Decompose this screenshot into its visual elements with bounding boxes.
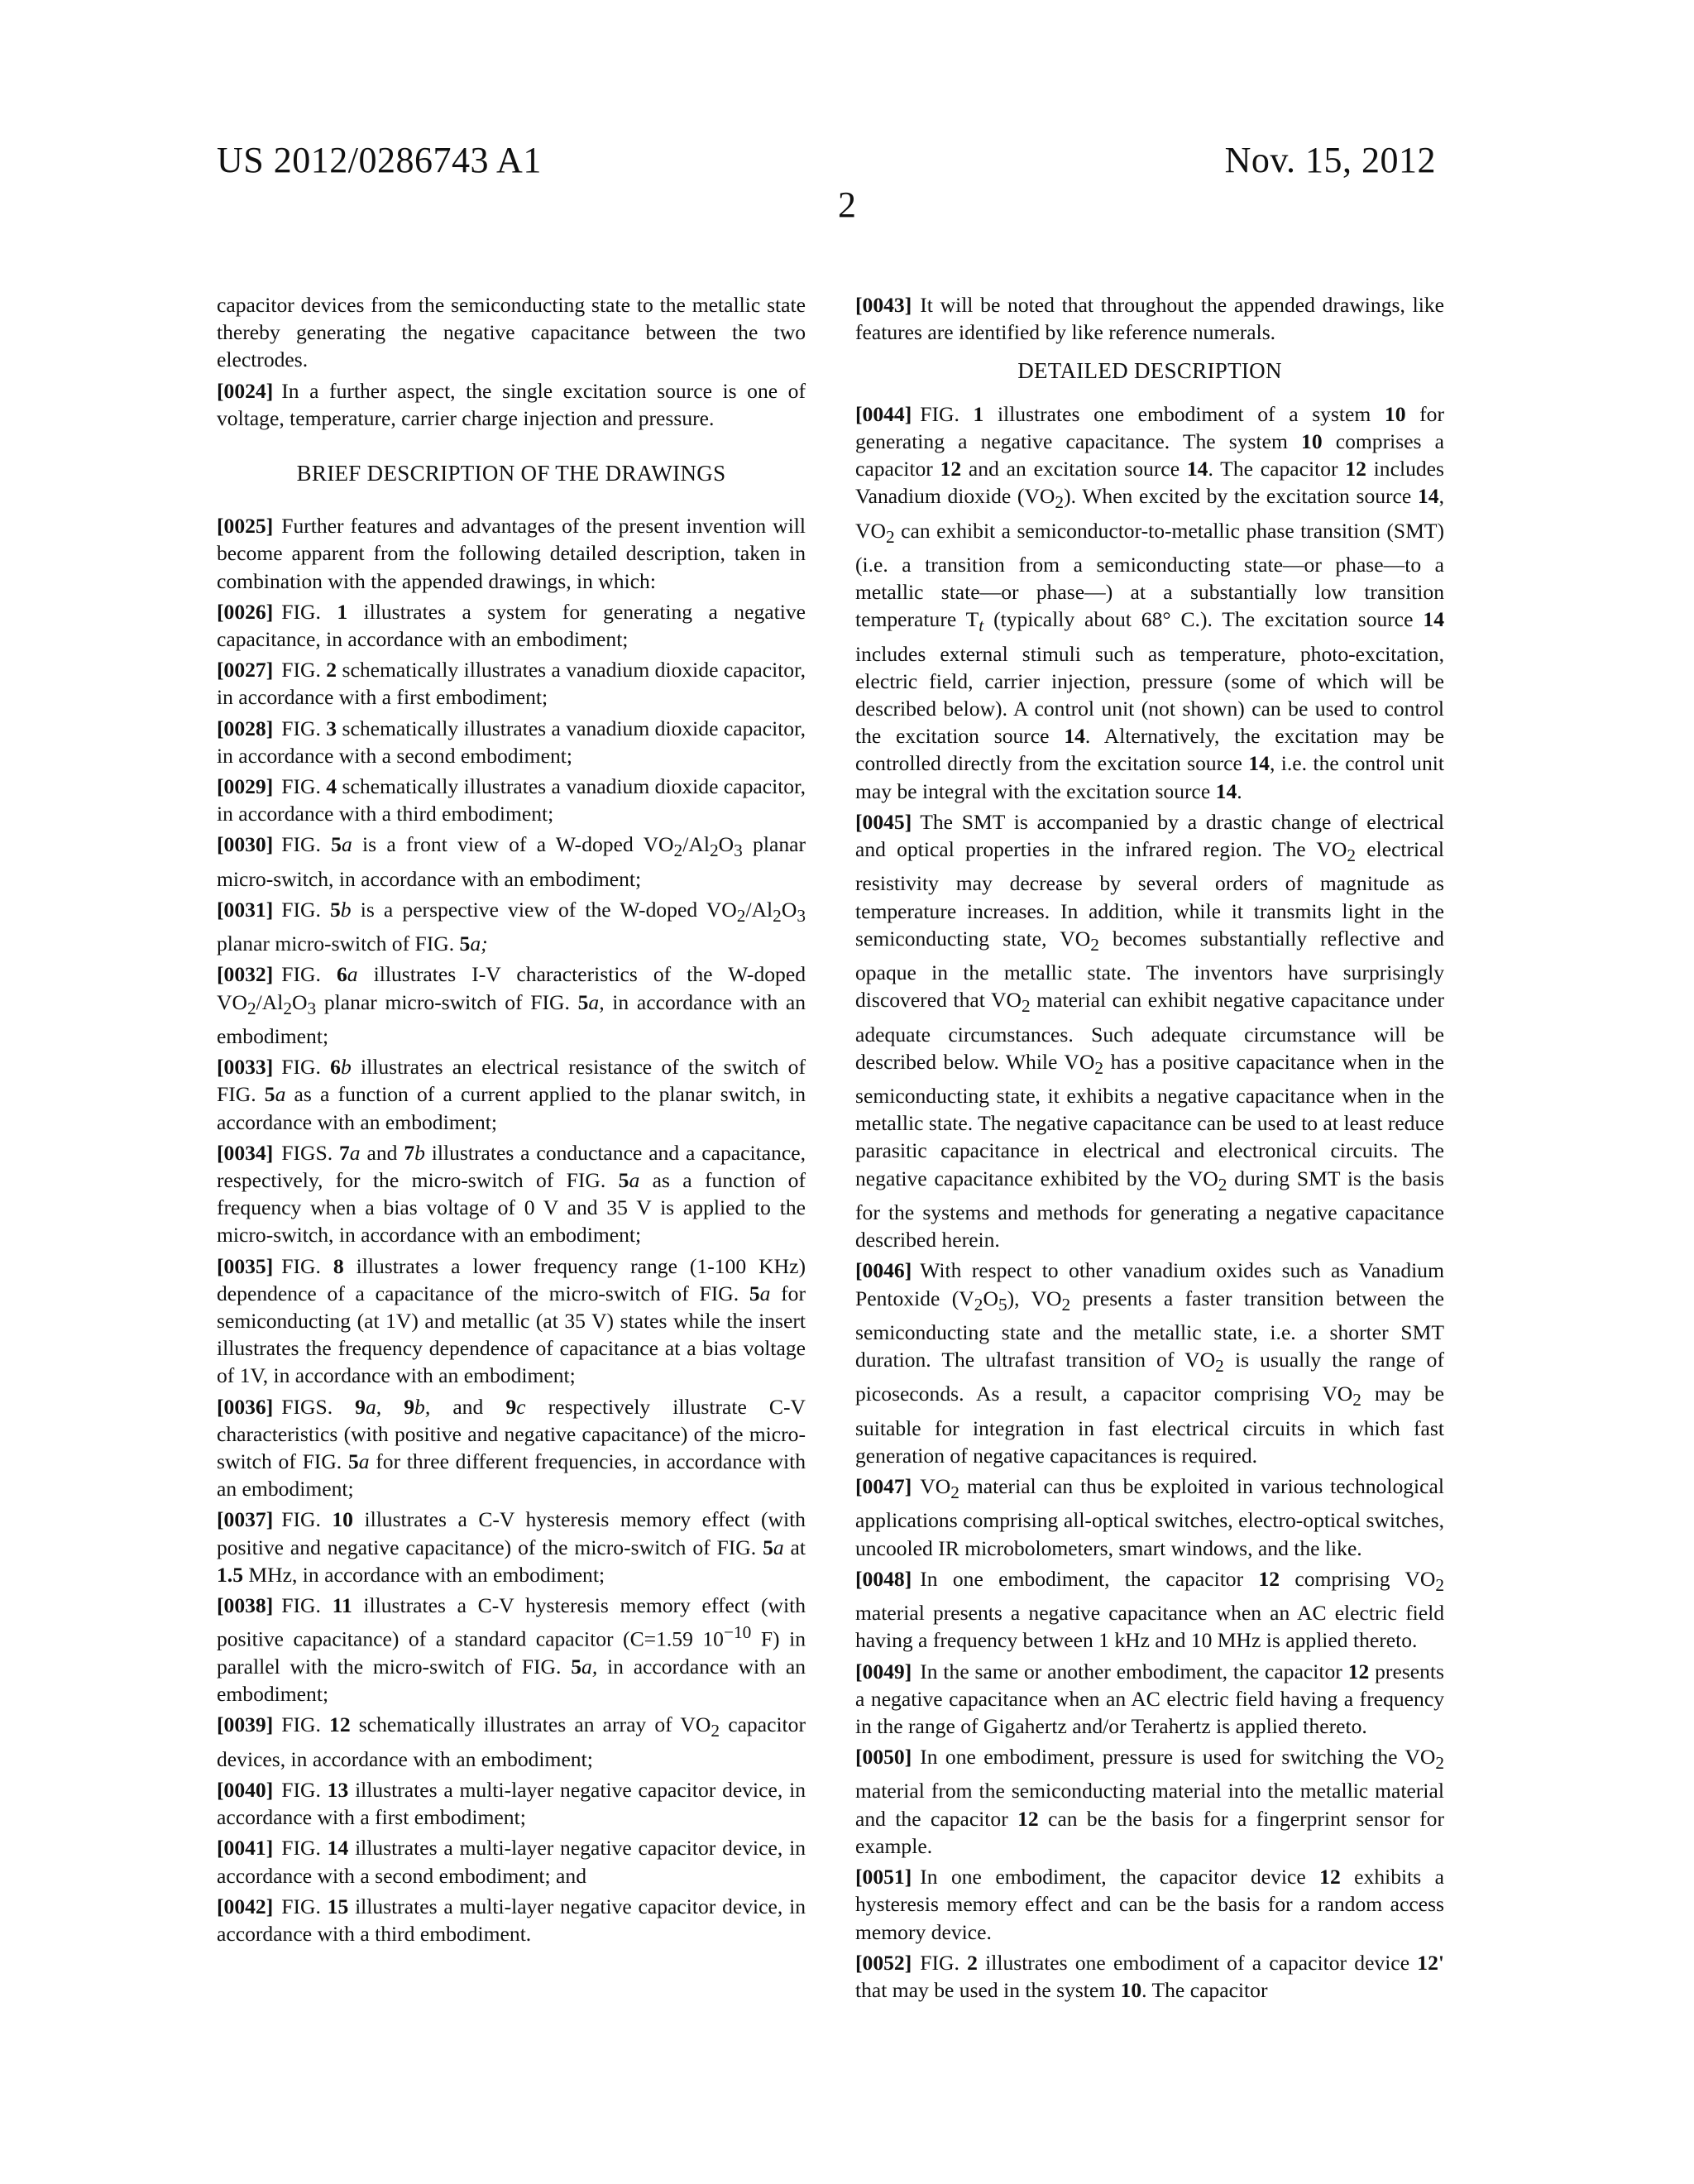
paragraph-0041: [0041] FIG. 14 illustrates a multi-layer negative capacitor device, in accordance with a second embodiment; and bbox=[217, 1836, 806, 1888]
section-heading-drawings: BRIEF DESCRIPTION OF THE DRAWINGS bbox=[296, 461, 726, 486]
paragraph-0038: [0038] FIG. 11 illustrates a C-V hysteresis memory effect (with positive capacitance) of a standard capacitor (C=1.59 $10^{-10}$ F) in parallel with the micro-switch of FIG. 5a, in accordance with an embodiment; bbox=[217, 1593, 806, 1707]
paragraph-0039: [0039] FIG. 12 schematically illustrates an array of $VO_2$ capacitor devices, in accordance with an embodiment; bbox=[217, 1712, 806, 1771]
section-heading-detailed: DETAILED DESCRIPTION bbox=[1017, 358, 1282, 384]
paragraph-0025: [0025] Further features and advantages of the present invention will become apparent from the following detailed description, taken in combination with the appended drawings, in which: bbox=[217, 514, 806, 593]
paragraph-continued: capacitor devices from the semiconducting state to the metallic state thereby generating the negative capacitance between the two electrodes. bbox=[217, 293, 806, 372]
paragraph-0050: [0050] In one embodiment, pressure is used for switching the $VO_2$ material from the semiconducting material into the metallic material and the capacitor 12 can be the basis for a fingerprint sensor for example. bbox=[855, 1745, 1444, 1858]
paragraph-0024: [0024] In a further aspect, the single excitation source is one of voltage, temperature, carrier charge injection and pressure. bbox=[217, 378, 806, 430]
paragraph-0051: [0051] In one embodiment, the capacitor device 12 exhibits a hysteresis memory effect and can be the basis for a random access memory device. bbox=[855, 1865, 1444, 1944]
paragraph-0046: [0046] With respect to other vanadium oxides such as Vanadium Pentoxide $(V_2O_5)$, $VO_2$ presents a faster transition between the semiconducting state and the metallic state, i.e. a shorter SMT duration. The ultrafast transition of $VO_2$ is usually the range of picoseconds. As a result, a capacitor comprising $VO_2$ may be suitable for integration in fast electrical circuits in which fast generation of negative capacitances is required. bbox=[855, 1258, 1444, 1468]
publication-number: US 2012/0286743 A1 bbox=[217, 140, 542, 180]
paragraph-0042: [0042] FIG. 15 illustrates a multi-layer negative capacitor device, in accordance with a third embodiment. bbox=[217, 1894, 806, 1946]
paragraph-0037: [0037] FIG. 10 illustrates a C-V hysteresis memory effect (with positive and negative capacitance) of the micro-switch of FIG. 5a at 1.5 MHz, in accordance with an embodiment; bbox=[217, 1507, 806, 1587]
left-column bbox=[217, 291, 806, 1951]
paragraph-0034: [0034] FIGS. 7a and 7b illustrates a conductance and a capacitance, respectively, for the micro-switch of FIG. 5a as a function of frequency when a bias voltage of 0 V and 35 V is applied to the micro-switch, in accordance with an embodiment; bbox=[217, 1140, 806, 1248]
page-number: 2 bbox=[838, 184, 856, 225]
paragraph-0030: [0030] FIG. 5a is a front view of a W-doped $VO_2/Al_2O_3$ planar micro-switch, in accordance with an embodiment; bbox=[217, 832, 806, 891]
paragraph-0029: [0029] FIG. 4 schematically illustrates a vanadium dioxide capacitor, in accordance with a third embodiment; bbox=[217, 774, 806, 826]
paragraph-0027: [0027] FIG. 2 schematically illustrates a vanadium dioxide capacitor, in accordance with a first embodiment; bbox=[217, 658, 806, 710]
paragraph-0035: [0035] FIG. 8 illustrates a lower frequency range (1-100 KHz) dependence of a capacitance of the micro-switch of FIG. 5a for semiconducting (at 1V) and metallic (at 35 V) states while the insert illustrates the frequency dependence of capacitance at a bias voltage of 1V, in accordance with an embodiment; bbox=[217, 1253, 806, 1388]
paragraph-0052: [0052] FIG. 2 illustrates one embodiment of a capacitor device 12' that may be used in the system 10. The capacitor bbox=[855, 1950, 1444, 2002]
paragraph-0040: [0040] FIG. 13 illustrates a multi-layer negative capacitor device, in accordance with a first embodiment; bbox=[217, 1777, 806, 1830]
paragraph-0032: [0032] FIG. 6a illustrates I-V characteristics of the W-doped $VO_2/Al_2O_3$ planar micro-switch of FIG. 5a, in accordance with an embodiment; bbox=[217, 962, 806, 1048]
paragraph-0036: [0036] FIGS. 9a, 9b, and 9c respectively illustrate C-V characteristics (with positive and negative capacitance) of the micro-switch of FIG. 5a for three different frequencies, in accordance with an embodiment; bbox=[217, 1394, 806, 1502]
paragraph-0028: [0028] FIG. 3 schematically illustrates a vanadium dioxide capacitor, in accordance with a second embodiment; bbox=[217, 716, 806, 768]
paragraph-0044: [0044] FIG. 1 illustrates one embodiment of a system 10 for generating a negative capacitance. The system 10 comprises a capacitor 12 and an excitation source 14. The capacitor 12 includes Vanadium dioxide $(VO_2)$. When excited by the excitation source 14, $VO_2$ can exhibit a semiconductor-to-metallic phase transition (SMT) (i.e. a transition from a semiconducting state—or phase—to a metallic state—or phase—) at a substantially low transition temperature $T_t$ (typically about 68° C.). The excitation source 14 includes external stimuli such as temperature, photo-excitation, electric field, carrier injection, pressure (some of which will be described below). A control unit (not shown) can be used to control the excitation source 14. Alternatively, the excitation may be controlled directly from the excitation source 14, i.e. the control unit may be integral with the excitation source 14. bbox=[855, 401, 1445, 803]
paragraph-0031: [0031] FIG. 5b is a perspective view of the W-doped $VO_2/Al_2O_3$ planar micro-switch of FIG. 5a; bbox=[217, 897, 806, 956]
right-column bbox=[855, 291, 1444, 2007]
paragraph-0033: [0033] FIG. 6b illustrates an electrical resistance of the switch of FIG. 5a as a function of a current applied to the planar switch, in accordance with an embodiment; bbox=[217, 1055, 806, 1134]
paragraph-0026: [0026] FIG. 1 illustrates a system for generating a negative capacitance, in accordance with an embodiment; bbox=[217, 599, 806, 652]
paragraph-0047: [0047] $VO_2$ material can thus be exploited in various technological applications comprising all-optical switches, electro-optical switches, uncooled IR microbolometers, smart windows, and the like. bbox=[855, 1474, 1444, 1560]
paragraph-0049: [0049] In the same or another embodiment, the capacitor 12 presents a negative capacitance when an AC electric field having a frequency in the range of Gigahertz and/or Terahertz is applied thereto. bbox=[855, 1659, 1445, 1738]
publication-date: Nov. 15, 2012 bbox=[1224, 140, 1436, 180]
paragraph-0045: [0045] The SMT is accompanied by a drastic change of electrical and optical properties in the infrared region. The $VO_2$ electrical resistivity may decrease by several orders of magnitude as temperature increases. In addition, while it transmits light in the semiconducting state, $VO_2$ becomes substantially reflective and opaque in the metallic state. The inventors have surprisingly discovered that $VO_2$ material can exhibit negative capacitance under adequate circumstances. Such adequate circumstance will be described below. While $VO_2$ has a positive capacitance when in the semiconducting state, it exhibits a negative capacitance when in the metallic state. The negative capacitance can be used to at least reduce parasitic capacitance in electrical and electronical circuits. The negative capacitance exhibited by the $VO_2$ during SMT is the basis for the systems and methods for generating a negative capacitance described herein. bbox=[855, 809, 1444, 1252]
paragraph-0048: [0048] In one embodiment, the capacitor 12 comprising $VO_2$ material presents a negative capacitance when an AC electric field having a frequency between 1 kHz and 10 MHz is applied thereto. bbox=[855, 1566, 1444, 1653]
paragraph-0043: [0043] It will be noted that throughout the appended drawings, like features are identified by like reference numerals. bbox=[855, 293, 1444, 345]
